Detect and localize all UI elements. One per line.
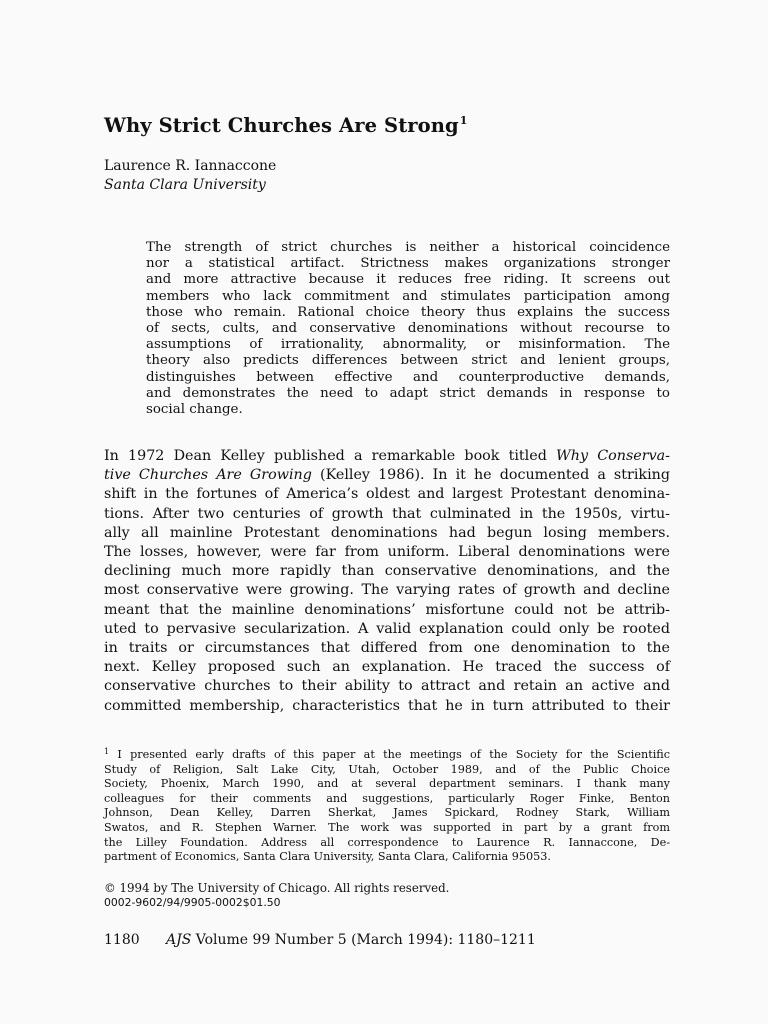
footnote-text: I presented early drafts of this paper at the meetings of the Society for the Scientific xyxy=(109,748,670,761)
body-line xyxy=(104,447,670,466)
article-title xyxy=(104,114,468,137)
abstract-line: of sects, cults, and conservative denominations without recourse to xyxy=(146,321,670,337)
footnote-line: the Lilley Foundation. Address all correspondence to Laurence R. Iannaccone, De- xyxy=(104,835,670,849)
body-text: In 1972 Dean Kelley published a remarkable book titled xyxy=(104,448,557,464)
issn-code: 0002-9602/94/9905-0002$01.50 xyxy=(104,896,281,909)
abstract-line: and demonstrates the need to adapt strict demands in response to xyxy=(146,385,670,401)
body-line: tions. After two centuries of growth that culminated in the 1950s, virtu- xyxy=(104,505,670,522)
footnote-line: colleagues for their comments and suggestions, particularly Roger Finke, Benton xyxy=(104,791,670,805)
footnote-line: Johnson, Dean Kelley, Darren Sherkat, James Spickard, Rodney Stark, William xyxy=(104,806,670,820)
author-affiliation: Santa Clara University xyxy=(104,177,266,193)
body-line: committed membership, characteristics that he in turn attributed to their xyxy=(104,697,670,714)
body-paragraph xyxy=(104,447,670,716)
abstract-line: theory also predicts differences between strict and lenient groups, xyxy=(146,353,670,369)
abstract-line: assumptions of irrationality, abnormality, or misinformation. The xyxy=(146,337,670,353)
title-footnote-mark: 1 xyxy=(459,114,468,127)
footnote-line: Study of Religion, Salt Lake City, Utah, October 1989, and of the Public Choice xyxy=(104,762,670,776)
body-line: uted to pervasive secularization. A valid explanation could only be rooted xyxy=(104,620,670,637)
body-line: most conservative were growing. The varying rates of growth and decline xyxy=(104,582,670,599)
book-title-part: Why Conserva- xyxy=(556,448,671,464)
body-line: declining much more rapidly than conservative denominations, and the xyxy=(104,563,670,580)
author-name: Laurence R. Iannaccone xyxy=(104,158,277,174)
abstract-line: The strength of strict churches is neither a historical coincidence xyxy=(146,240,670,255)
body-line: conservative churches to their ability to attract and retain an active and xyxy=(104,678,670,695)
abstract xyxy=(146,240,670,418)
body-line: next. Kelley proposed such an explanation. He traced the success of xyxy=(104,659,670,676)
footnote-line: Swatos, and R. Stephen Warner. The work was supported in part by a grant from xyxy=(104,820,670,834)
abstract-line: members who lack commitment and stimulates participation among xyxy=(146,288,670,304)
footnote-line: Society, Phoenix, March 1990, and at several department seminars. I thank many xyxy=(104,777,670,791)
title-text: Why Strict Churches Are Strong xyxy=(104,114,459,137)
abstract-line: and more attractive because it reduces free riding. It screens out xyxy=(146,272,670,288)
body-line: The losses, however, were far from uniform. Liberal denominations were xyxy=(104,544,670,561)
abstract-line: social change. xyxy=(146,402,243,418)
body-line: shift in the fortunes of America’s oldest and largest Protestant denomina- xyxy=(104,486,670,503)
journal-abbrev: AJS xyxy=(166,932,192,948)
body-line: meant that the mainline denominations’ misfortune could not be attrib- xyxy=(104,601,670,618)
body-text: (Kelley 1986). In it he documented a striking xyxy=(311,467,671,484)
book-title-part: tive Churches Are Growing xyxy=(104,467,312,484)
footnote-line xyxy=(104,745,670,763)
body-line: in traits or circumstances that differed from one denomination to the xyxy=(104,640,670,657)
abstract-line: distinguishes between effective and counterproductive demands, xyxy=(146,369,670,385)
abstract-line: nor a statistical artifact. Strictness makes organizations stronger xyxy=(146,256,670,272)
body-line: ally all mainline Protestant denominations had begun losing members. xyxy=(104,524,670,541)
footnote-mark: 1 xyxy=(104,747,110,756)
journal-volume-info: Volume 99 Number 5 (March 1994): 1180–1211 xyxy=(191,932,536,948)
page-number: 1180 xyxy=(104,932,140,948)
footnote-line: partment of Economics, Santa Clara University, Santa Clara, California 95053. xyxy=(104,850,551,864)
body-line xyxy=(104,466,670,485)
journal-citation xyxy=(166,932,536,948)
copyright-notice: © 1994 by The University of Chicago. All rights reserved. xyxy=(104,881,450,895)
abstract-line: those who remain. Rational choice theory thus explains the success xyxy=(146,304,670,320)
footnote xyxy=(104,745,670,865)
